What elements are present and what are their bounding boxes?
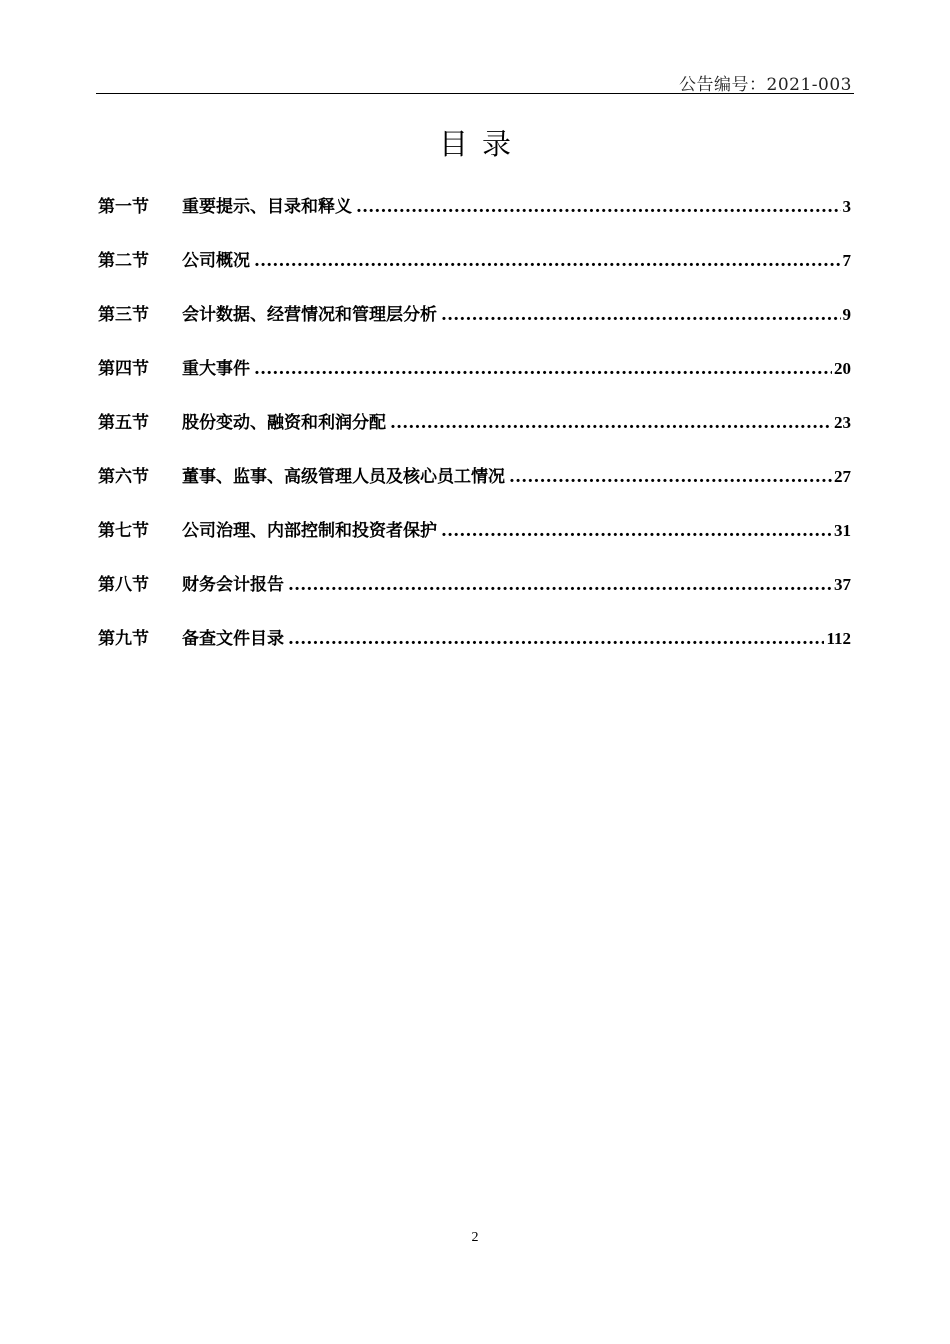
toc-section-number: 第六节 <box>98 467 149 487</box>
toc-section-title: 备查文件目录 <box>182 629 284 649</box>
toc-dot-leader <box>390 409 832 437</box>
toc-page-number: 27 <box>834 467 851 486</box>
toc-entry[interactable] <box>98 247 851 301</box>
toc-entry[interactable] <box>98 463 851 517</box>
toc-entry[interactable] <box>98 355 851 409</box>
toc-entry[interactable] <box>98 193 851 247</box>
toc-dot-leader <box>509 463 832 491</box>
toc-section-title: 董事、监事、高级管理人员及核心员工情况 <box>182 467 505 487</box>
table-of-contents <box>98 193 851 679</box>
toc-section-title: 重要提示、目录和释义 <box>182 197 352 217</box>
toc-entry[interactable] <box>98 625 851 679</box>
toc-dot-leader <box>441 301 841 329</box>
toc-entry[interactable] <box>98 571 851 625</box>
toc-section-number: 第二节 <box>98 251 149 271</box>
toc-dot-leader <box>254 355 832 383</box>
toc-entry[interactable] <box>98 409 851 463</box>
footer-page-number: 2 <box>471 1230 479 1245</box>
toc-section-title: 财务会计报告 <box>182 575 284 595</box>
toc-section-number: 第七节 <box>98 521 149 541</box>
toc-page-number: 9 <box>842 305 851 324</box>
toc-section-title: 重大事件 <box>182 359 250 379</box>
toc-section-title: 公司治理、内部控制和投资者保护 <box>182 521 437 541</box>
toc-dot-leader <box>288 571 832 599</box>
page-title: 目录 <box>438 127 525 161</box>
toc-section-number: 第四节 <box>98 359 149 379</box>
toc-section-number: 第三节 <box>98 305 149 325</box>
toc-section-number: 第八节 <box>98 575 149 595</box>
toc-page-number: 7 <box>842 251 851 270</box>
toc-section-number: 第九节 <box>98 629 149 649</box>
toc-dot-leader <box>254 247 841 275</box>
toc-section-title: 公司概况 <box>182 251 250 271</box>
toc-page-number: 3 <box>842 197 851 216</box>
toc-page-number: 20 <box>834 359 851 378</box>
toc-dot-leader <box>441 517 832 545</box>
toc-page-number: 31 <box>834 521 851 540</box>
toc-page-number: 37 <box>834 575 851 594</box>
toc-section-number: 第五节 <box>98 413 149 433</box>
toc-page-number: 23 <box>834 413 851 432</box>
toc-section-number: 第一节 <box>98 197 149 217</box>
toc-page-number: 112 <box>826 629 851 648</box>
toc-section-title: 会计数据、经营情况和管理层分析 <box>182 305 437 325</box>
toc-dot-leader <box>356 193 841 221</box>
announcement-number: 公告编号：2021-003 <box>679 75 852 95</box>
toc-section-title: 股份变动、融资和利润分配 <box>182 413 386 433</box>
toc-dot-leader <box>288 625 824 653</box>
toc-entry[interactable] <box>98 517 851 571</box>
page-header <box>96 66 854 94</box>
toc-entry[interactable] <box>98 301 851 355</box>
